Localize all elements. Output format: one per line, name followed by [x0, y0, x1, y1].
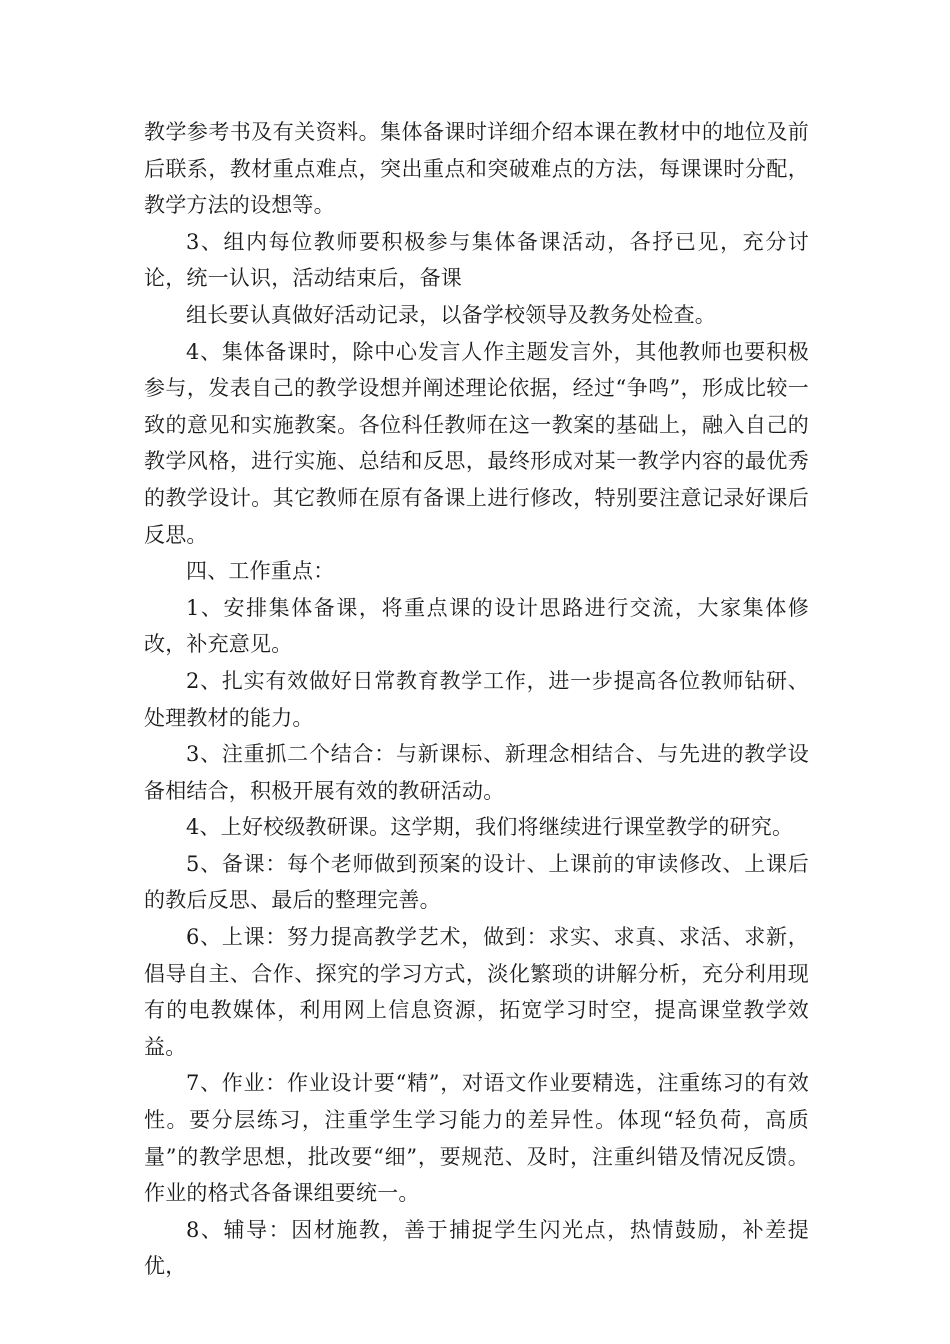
- paragraph-1: 教学参考书及有关资料。集体备课时详细介绍本课在教材中的地位及前后联系，教材重点难点，突出重点和突破难点的方法，每课课时分配，教学方法的设想等。: [144, 120, 809, 218]
- paragraph-3: 组长要认真做好活动记录，以备学校领导及教务处检查。: [186, 302, 716, 327]
- section-heading: 四、工作重点：: [186, 559, 335, 584]
- paragraph-6: 1、安排集体备课，将重点课的设计思路进行交流，大家集体修改，补充意见。: [144, 595, 809, 657]
- document-body: [144, 114, 809, 1285]
- paragraph-10: 5、备课：每个老师做到预案的设计、上课前的审读修改、上课后的教后反思、最后的整理完善。: [144, 851, 809, 913]
- paragraph-8: 3、注重抓二个结合：与新课标、新理念相结合、与先进的教学设备相结合，积极开展有效的教研活动。: [144, 742, 809, 803]
- paragraph-13: 8、辅导：因材施教，善于捕捉学生闪光点，热情鼓励，补差提优，: [144, 1217, 809, 1279]
- paragraph-11: 6、上课：努力提高教学艺术，做到：求实、求真、求活、求新，倡导自主、合作、探究的学习方式，淡化繁琐的讲解分析，充分利用现有的电教媒体，利用网上信息资源，拓宽学习时空，提高课堂教学效益。: [144, 925, 809, 1059]
- paragraph-4: 4、集体备课时，除中心发言人作主题发言外，其他教师也要积极参与，发表自己的教学设想并阐述理论依据，经过“争鸣”，形成比较一致的意见和实施教案。各位科任教师在这一教案的基础上，融入自己的教学风格，进行实施、总结和反思，最终形成对某一教学内容的最优秀的教学设计。其它教师在原有备课上进行修改，特别要注意记录好课后反思。: [144, 339, 809, 547]
- paragraph-2: 3、组内每位教师要积极参与集体备课活动，各抒已见，充分讨论，统一认识，活动结束后，备课: [144, 229, 809, 291]
- paragraph-12: 7、作业：作业设计要“精”，对语文作业要精选，注重练习的有效性。要分层练习，注重学生学习能力的差异性。体现“轻负荷，高质量”的教学思想，批改要“细”，要规范、及时，注重纠错及情况反馈。作业的格式各备课组要统一。: [144, 1071, 809, 1206]
- paragraph-7: 2、扎实有效做好日常教育教学工作，进一步提高各位教师钻研、处理教材的能力。: [144, 668, 809, 730]
- paragraph-9: 4、上好校级教研课。这学期，我们将继续进行课堂教学的研究。: [186, 815, 794, 840]
